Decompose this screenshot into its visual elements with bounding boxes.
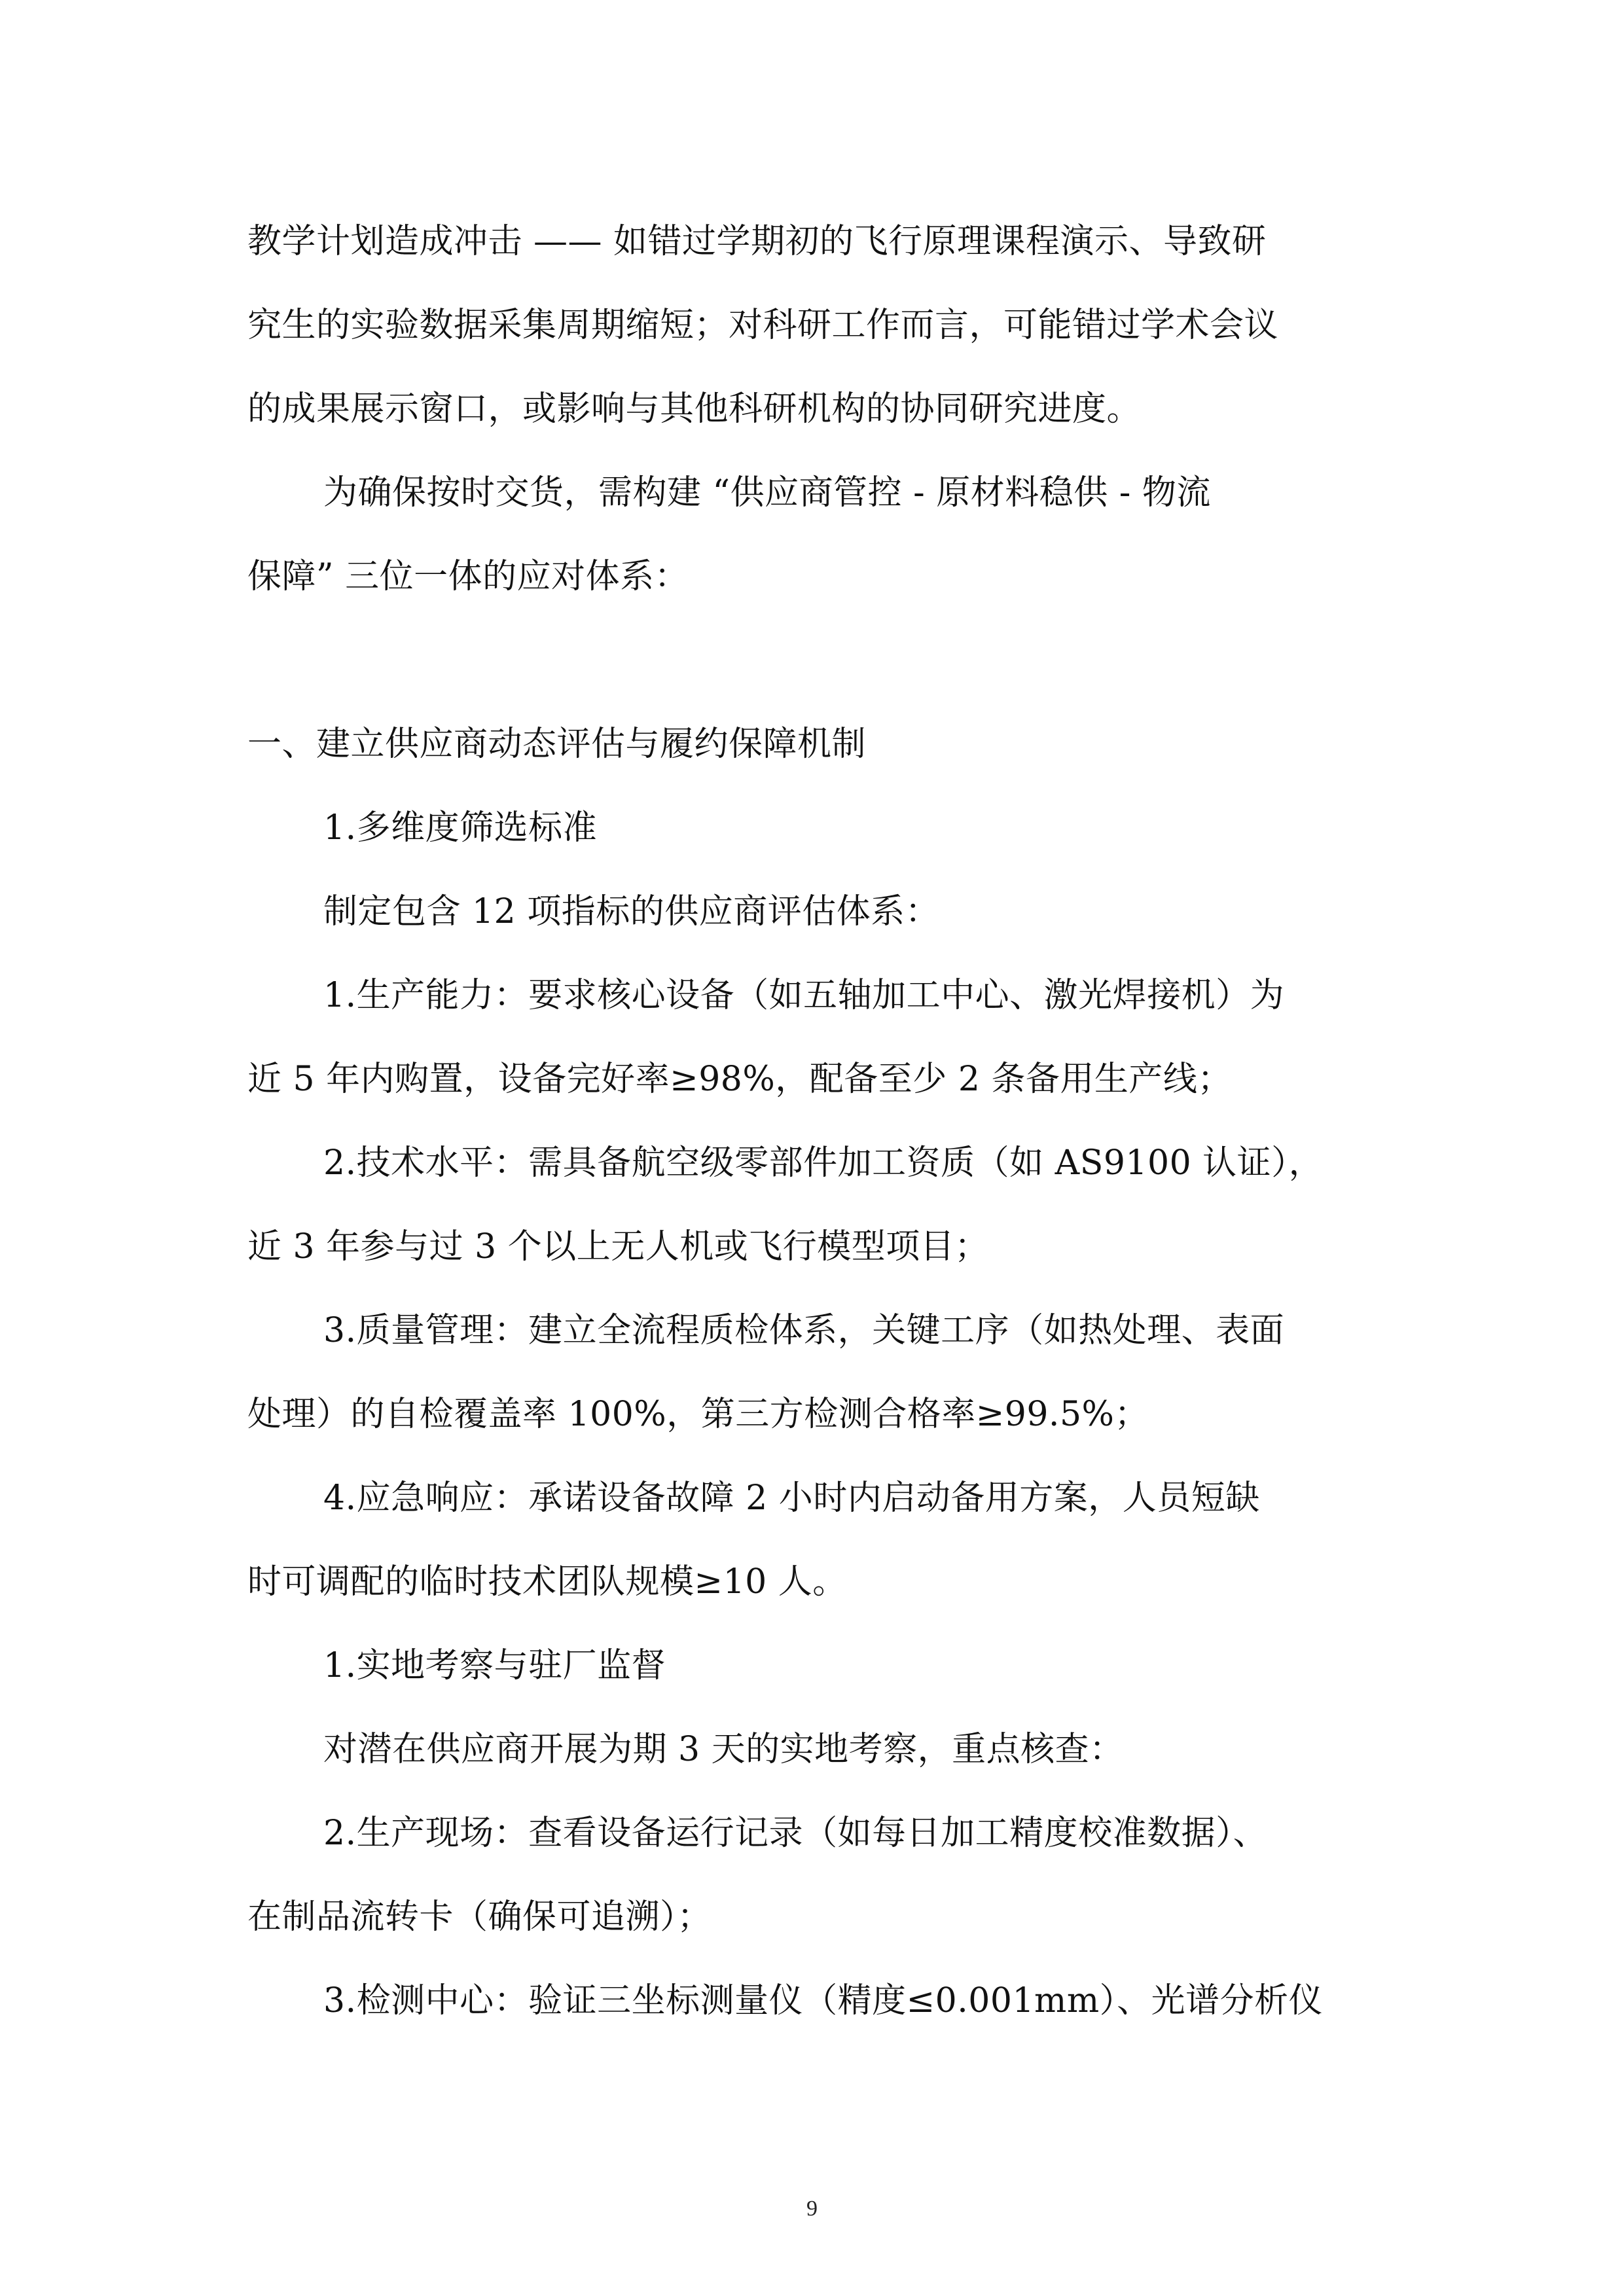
list-item-line: 近 3 年参与过 3 个以上无人机或飞行模型项目； — [247, 1227, 989, 1266]
list-item-line: 1.生产能力：要求核心设备（如五轴加工中心、激光焊接机）为 — [323, 976, 1285, 1015]
list-item-line: 在制品流转卡（确保可追溯）； — [247, 1897, 712, 1937]
list-item-line: 处理）的自检覆盖率 100%，第三方检测合格率≥99.5%； — [247, 1395, 1149, 1434]
list-item-line: 3.质量管理：建立全流程质检体系，关键工序（如热处理、表面 — [323, 1311, 1285, 1350]
list-item-line: 2.生产现场：查看设备运行记录（如每日加工精度校准数据）、 — [323, 1814, 1268, 1853]
blank-line — [247, 619, 1388, 702]
list-item-line: 3.检测中心：验证三坐标测量仪（精度≤0.001mm）、光谱分析仪 — [323, 1981, 1324, 2020]
subsection-heading: 1.实地考察与驻厂监督 — [323, 1646, 666, 1685]
paragraph-line: 对潜在供应商开展为期 3 天的实地考察，重点核查： — [323, 1730, 1124, 1769]
page-number: 9 — [806, 2197, 818, 2221]
paragraph-line: 为确保按时交货，需构建 “供应商管控 - 原材料稳供 - 物流 — [323, 473, 1211, 512]
section-heading: 一、建立供应商动态评估与履约保障机制 — [247, 725, 867, 764]
list-item-line: 4.应急响应：承诺设备故障 2 小时内启动备用方案，人员短缺 — [323, 1479, 1260, 1518]
list-item-line: 近 5 年内购置，设备完好率≥98%，配备至少 2 条备用生产线； — [247, 1060, 1232, 1099]
subsection-heading: 1.多维度筛选标准 — [323, 808, 598, 848]
paragraph-line: 究生的实验数据采集周期缩短；对科研工作而言，可能错过学术会议 — [247, 306, 1279, 345]
paragraph-line: 保障” 三位一体的应对体系： — [247, 557, 689, 596]
paragraph-line: 教学计划造成冲击 —— 如错过学期初的飞行原理课程演示、导致研 — [247, 222, 1267, 261]
list-item-line: 2.技术水平：需具备航空级零部件加工资质（如 AS9100 认证）， — [323, 1143, 1324, 1183]
paragraph-line: 的成果展示窗口，或影响与其他科研机构的协同研究进度。 — [247, 389, 1142, 429]
body-text — [247, 200, 1388, 2043]
paragraph-line: 制定包含 12 项指标的供应商评估体系： — [323, 892, 940, 931]
list-item-line: 时可调配的临时技术团队规模≥10 人。 — [247, 1562, 847, 1602]
